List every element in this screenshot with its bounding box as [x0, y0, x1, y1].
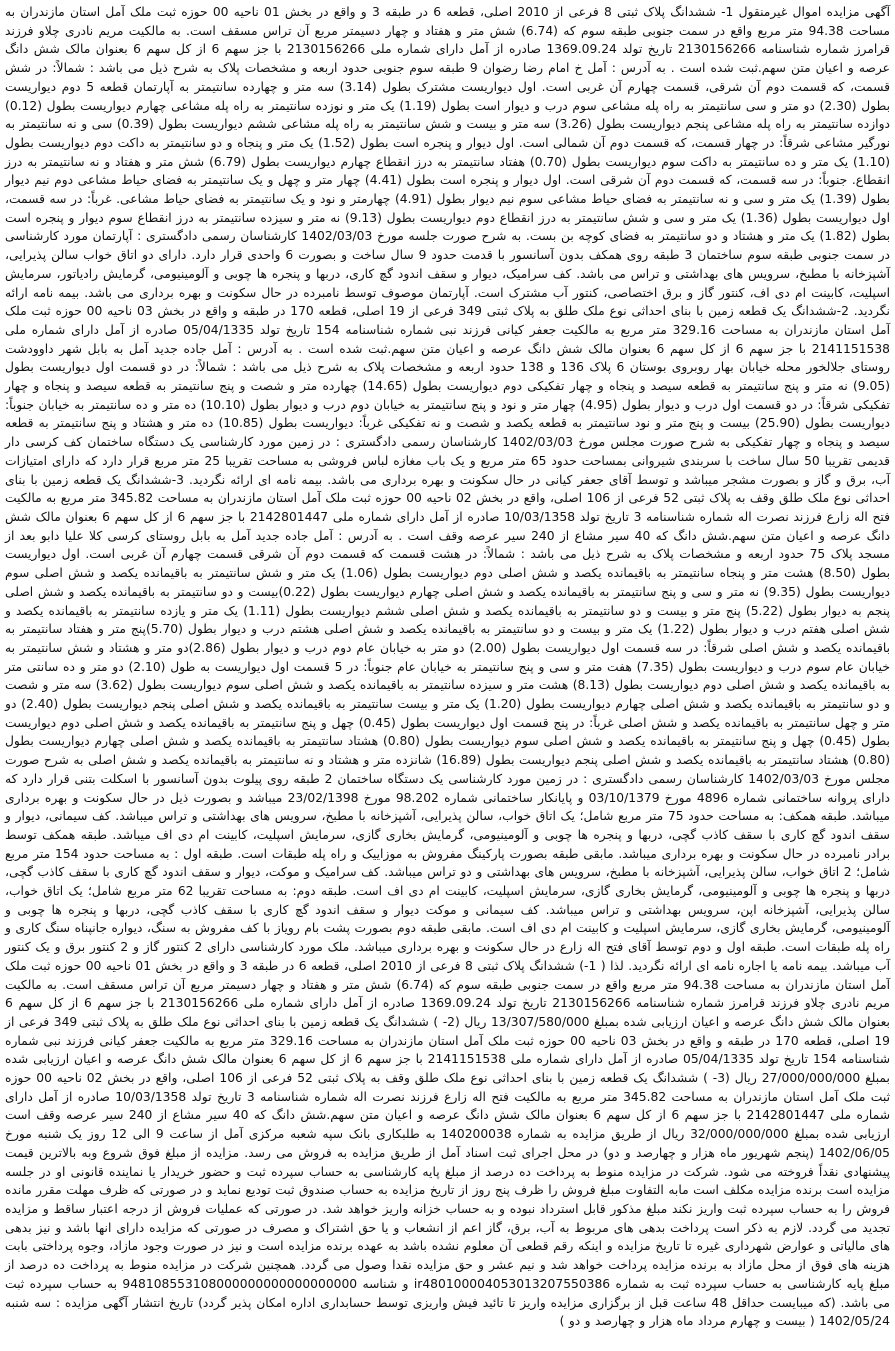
auction-notice-text: آگهی مزایده اموال غیرمنقول 1- ششدانگ پلاک ثبتی 8 فرعی از 2010 اصلی، قطعه 6 در طبقه 3 و واقع در بخش 01 ناحیه 00 حوزه ثبت ملک آمل استان مازندران به مساحت 94.38 متر مربع واقع در سمت جنوبی طبقه سوم که (6.74) شش متر و هفتاد و چهار دسیمتر مربع آن تراس مسقف است. به مالکیت مریم نادری چلاو فرزند قرامرز شماره شناسنامه 2130156266 تاریخ تولد 1369.09.24 صادره از آمل دارای شماره ملی 2130156266 با جز سهم 6 از کل سهم 6 بعنوان مالک شش دانگ عرصه و اعیان متن سهم.ثبت شده است . به آدرس : آمل خ امام رضا رضوان 9 طبقه سوم جنوبی حدود اربعه و مشخصات پلاک به شرح ذیل می باشد : شمالاً: در شش قسمت، که قسمت دوم آن شرقی، قسمت چهارم آن غربی است. اول دیواریست مشترک بطول (3.14) سه متر و چهارده سانتیمتر به آپارتمان قطعه 5 دوم دیواریست بطول (2.30) دو متر و سی سانتیمتر به راه پله مشاعی سوم درب و دیوار است بطول (1.19) یک متر و نوزده سانتیمتر به راه پله مشاعی چهارم دیواریست بطول (0.12) دوازده سانتیمتر به راه پله مشاعی پنجم دیواریست بطول (3.26) سه متر و بیست و شش سانتیمتر به راه پله مشاعی ششم دیواریست بطول (0.39) سی و نه سانتیمتر به نورگیر مشاعی شرقاً: در چهار قسمت، که قسمت دوم آن شمالی است. اول دیوار و پنجره است بطول (1.52) یک متر و پنجاه و دو سانتیمتر به داکت دوم دیواریست بطول (1.10) یک متر و ده سانتیمتر به داکت سوم دیواریست بطول (0.70) هفتاد سانتیمتر به درز انقطاع چهارم دیواریست بطول (6.79) شش متر و هفتاد و نه سانتیمتر به درز انقطاع. جنوباً: در سه قسمت، که قسمت دوم آن شرقی است. اول دیوار و پنجره است بطول (4.41) چهار متر و چهل و یک سانتیمتر به فضای حیاط مشاعی دوم نیم دیوار بطول (1.39) یک متر و سی و نه سانتیمتر به فضای حیاط مشاعی سوم نیم دیوار بطول (4.91) چهارمتر و نود و یک سانتیمتر به فضای حیاط مشاعی. غرباً: در سه قسمت، اول دیواریست بطول (1.36) یک متر و سی و شش سانتیمتر به درز انقطاع دوم دیواریست بطول (9.13) نه متر و سیزده سانتیمتر به درز انقطاع سوم دیوار و پنجره است بطول (1.82) یک متر و هشتاد و دو سانتیمتر به فضای کوچه بن بست. به شرح صورت جلسه مورخ 1402/03/03 کارشناسان رسمی دادگستری : آپارتمان مورد کارشناسی در سمت جنوبی طبقه سوم ساختمان 3 طبقه روی همکف بدون آسانسور با قدمت حدود 9 سال ساخت و بصورت 6 واحدی قرار دارد. دارای دو اتاق خواب سالن پذیرایی، آشپزخانه با مطبخ، سرویس های بهداشتی و تراس می باشد. کف سرامیک، دیوار و سقف اندود گچ کاری، دربها و پنجره ها چوبی و آلومینیومی، گرمایش رادیاتور، سرمایش اسپلیت، کابینت ام دی اف، کنتور گاز و برق اختصاصی، کنتور آب مشترک است. آپارتمان موصوف توسط نامبرده در حال سکونت و بهره برداری می باشد. بیمه نامه ارائه نگردید. 2-ششدانگ یک قطعه زمین با بنای احداثی نوع ملک طلق به پلاک ثبتی 349 فرعی از 19 اصلی، قطعه 170 در طبقه و واقع در بخش 03 ناحیه 00 حوزه ثبت ملک آمل استان مازندران به مساحت 329.16 متر مربع به مالکیت جعفر کیانی فرزند نبی شماره شناسنامه 154 تاریخ تولد 05/04/1335 صادره از آمل دارای شماره ملی 2141151538 با جز سهم 6 از کل سهم 6 بعنوان مالک شش دانگ عرصه و اعیان متن سهم.ثبت شده است . به آدرس : آمل جاده جدید آمل به بابل شهر داوودشت روستای جلالخور محله خیابان بهار روبروی بوستان 6 پلاک 136 و 138 حدود اربعه و مشخصات پلاک به شرح ذیل می باشد : شمالاً: در دو قسمت اول دیواریست بطول (9.05) نه متر و پنج سانتیمتر به قطعه سیصد و پنجاه و چهار تفکیکی دوم دیواریست بطول (14.65) چهارده متر و شصت و پنج سانتیمتر به قطعه سیصد و پنجاه و چهار تفکیکی شرقاً: در دو قسمت اول درب و دیوار بطول (4.95) چهار متر و نود و پنج سانتیمتر به خیابان دوم درب و دیوار بطول (10.10) ده متر و ده سانتیمتر به خیابان جنوباً: دیواریست بطول (25.90) بیست و پنج متر و نود سانتیمتر به قطعه یکصد و شصت و نه تفکیکی غرباً: دیواریست بطول (10.85) ده متر و هشتاد و پنج سانتیمتر به قطعه سیصد و پنجاه و چهار تفکیکی به شرح صورت مجلس مورخ 1402/03/03 کارشناسان رسمی دادگستری : در زمین مورد کارشناسی یک دستگاه ساختمان کف کرسی دار قدیمی تقریبا 50 سال ساخت با سربندی شیروانی بمساحت حدود 65 متر مربع و یک باب مغازه لباس فروشی به مساحت تقریبا 25 متر مربع قرار دارد که دارای امتیازات آب، برق و گاز و بصورت مشجر میباشد و توسط آقای جعفر کیانی در حال سکونت و بهره برداری می باشد. بیمه نامه ای ارائه نگردید. 3-ششدانگ یک قطعه زمین با بنای احداثی نوع ملک طلق وقف به پلاک ثبتی 52 فرعی از 106 اصلی، واقع در بخش 02 ناحیه 00 حوزه ثبت ملک آمل استان مازندران به مساحت 345.82 متر مربع به مالکیت فتح اله زارع فرزند نصرت اله شماره شناسنامه 3 تاریخ تولد 10/03/1358 صادره از آمل دارای شماره ملی 2142801447 با جز سهم 6 از کل سهم 6 بعنوان مالک شش دانگ عرصه و اعیان متن سهم.شش دانگ که 40 سیر مشاع از 240 سیر عرصه وقف است . به آدرس : آمل جاده جدید آمل به بابل روستای کرسی کلا علیا دابو بعد از مسجد پلاک 75 حدود اربعه و مشخصات پلاک به شرح ذیل می باشد : شمالاً: در هشت قسمت که قسمت دوم آن شرقی قسمت چهارم آن غربی است. اول دیواریست بطول (8.50) هشت متر و پنجاه سانتیمتر به باقیمانده یکصد و شش اصلی دوم دیواریست بطول (1.06) یک متر و شش سانتیمتر به باقیمانده یکصد و شش اصلی سوم دیواریست بطول (9.35) نه متر و سی و پنج سانتیمتر به باقیمانده یکصد و شش اصلی چهارم دیواریست بطول (0.22)بیست و دو سانتیمتر به باقیمانده یکصد و شش اصلی پنجم به دیوار بطول (5.22) پنج متر و بیست و دو سانتیمتر به باقیمانده یکصد و شش اصلی ششم دیواریست بطول (1.11) یک متر و یازده سانتیمتر به باقیمانده یکصد و شش اصلی هفتم درب و دیوار بطول (1.22) یک متر و بیست و دو سانتیمتر به باقیمانده یکصد و شش اصلی هشتم درب و دیوار بطول (5.70)پنج متر و هفتاد سانتیمتر به باقیمانده یکصد و شش اصلی شرقاً: در سه قسمت اول دیواریست بطول (2.00) دو متر به خیابان عام دوم درب و دیوار بطول (2.86)دو متر و هشتاد و شش سانتیمتر به خیابان عام سوم درب و دیواریست بطول (7.35) هفت متر و سی و پنج سانتیمتر به خیابان عام جنوباً: در 5 قسمت اول دیواریست به طول (2.10) دو متر و ده سانتی متر به باقیمانده یکصد و شش اصلی دوم دیواریست بطول (8.13) هشت متر و سیزده سانتیمتر به باقیمانده یکصد و شش اصلی سوم دیواریست بطول (3.62) سه متر و شصت و دو سانتیمتر به باقیمانده یکصد و شش اصلی چهارم دیواریست بطول (1.20) یک متر و بیست سانتیمتر به باقیمانده یکصد و شش اصلی پنجم دیواریست بطول (2.40) دو متر و چهل سانتیمتر به باقیمانده یکصد و شش اصلی غرباً: در پنج قسمت اول دیواریست بطول (0.45) چهل و پنج سانتیمتر به باقیمانده یکصد و شش اصلی دوم دیواریست بطول (0.45) چهل و پنج سانتیمتر به باقیمانده یکصد و شش اصلی سوم دیواریست بطول (0.80) هشتاد سانتیمتر به باقیمانده یکصد و شش اصلی چهارم دیواریست بطول (0.80) هشتاد سانتیمتر به باقیمانده یکصد و شش اصلی پنجم دیواریست بطول (16.89) شانزده متر و هشتاد و نه سانتیمتر به باقیمانده یکصد و شش اصلی به شرح صورت مجلس مورخ 1402/03/03 کارشناسان رسمی دادگستری : در زمین مورد کارشناسی یک دستگاه ساختمان 2 طبقه روی پیلوت بدون آسانسور با اسکلت بتنی قرار دارد که دارای پروانه ساختمانی شماره 4896 مورخ 03/10/1379 و پایانکار ساختمانی شماره 98.202 مورخ 23/02/1398 میباشد و بصورت ذیل در حال سکونت و بهره برداری میباشد. طبقه همکف: به مساحت حدود 75 متر مربع شامل؛ یک اتاق خواب، سالن پذیرایی، آشپزخانه با مطبخ، سرویس های بهداشتی و تراس میباشد. کف سیمانی، دیوار و سقف اندود گچ کاری با سقف کاذب گچی، دربها و پنجره ها چوبی و آلومینیومی، گرمایش بخاری گازی، سرمایش اسپلیت، کابینت ام دی اف میباشد. طبقه همکف توسط برادر نامبرده در حال سکونت و بهره برداری میباشد. مابقی طبقه بصورت پارکینگ مفروش به موزاییک و راه پله طبقات است. طبقه اول : به مساحت حدود 154 متر مربع شامل؛ 2 اتاق خواب، سالن پذیرایی، آشپزخانه با مطبخ، سرویس های بهداشتی و دو تراس میباشد. کف سرامیک و موکت، دیوار و سقف اندود گچ کاری با سقف کاذب گچی، دربها و پنجره ها چوبی و آلومینیومی، گرمایش بخاری گازی، سرمایش اسپلیت، کابینت ام دی اف است. طبقه دوم: به مساحت تقریبا 62 متر مربع شامل؛ یک اتاق خواب، سالن پذیرایی، آشپزخانه اپن، سرویس بهداشتی و تراس میباشد. کف سیمانی و موکت دیوار و سقف اندود گچ کاری با سقف کاذب گچی، دربها و پنجره ها چوبی و آلومینیومی، گرمایش بخاری گازی، سرمایش اسپلیت و کابینت ام دی اف است. مابقی طبقه دوم بصورت پشت بام رویاز با کف مفروش به سنگ، دیواره جانپناه سنگ کاری و راه پله طبقات است. طبقه اول و دوم توسط آقای فتح اله زارع در حال سکونت و بهره برداری میباشد. ملک مورد کارشناسی دارای 2 کنتور گاز و 2 کنتور برق و یک کنتور آب میباشد. بیمه نامه یا اجاره نامه ای ارائه نگردید. لذا ( 1-) ششدانگ پلاک ثبتی 8 فرعی از 2010 اصلی، قطعه 6 در طبقه 3 و واقع در بخش 01 ناحیه 00 حوزه ثبت ملک آمل استان مازندران به مساحت 94.38 متر مربع واقع در سمت جنوبی طبقه سوم که (6.74) شش متر و هفتاد و چهار دسیمتر مربع آن تراس مسقف است. به مالکیت مریم نادری چلاو فرزند قرامرز شماره شناسنامه 2130156266 تاریخ تولد 1369.09.24 صادره از آمل دارای شماره ملی 2130156266 با جز سهم 6 از کل سهم 6 بعنوان مالک شش دانگ عرصه و اعیان ارزیابی شده بمبلغ 13/307/580/000 ریال (2- ) ششدانگ یک قطعه زمین با بنای احداثی نوع ملک طلق به پلاک ثبتی 349 فرعی از 19 اصلی، قطعه 170 در طبقه و واقع در بخش 03 ناحیه 00 حوزه ثبت ملک آمل استان مازندران به مساحت 329.16 متر مربع به مالکیت جعفر کیانی فرزند نبی شماره شناسنامه 154 تاریخ تولد 05/04/1335 صادره از آمل دارای شماره ملی 2141151538 با جز سهم 6 از کل سهم 6 بعنوان مالک شش دانگ عرصه و اعیان ارزیابی شده بمبلغ 27/000/000/000 ریال (3- ) ششدانگ یک قطعه زمین با بنای احداثی نوع ملک طلق وقف به پلاک ثبتی 52 فرعی از 106 اصلی، واقع در بخش 02 ناحیه 00 حوزه ثبت ملک آمل استان مازندران به مساحت 345.82 متر مربع به مالکیت فتح اله زارع فرزند نصرت اله شماره شناسنامه 3 تاریخ تولد 10/03/1358 صادره از آمل دارای شماره ملی 2142801447 با جز سهم 6 از کل سهم 6 بعنوان مالک شش دانگ عرصه و اعیان متن سهم.شش دانگ که 40 سیر مشاع از 240 سیر عرصه وقف است ارزیابی شده بمبلغ 32/000/000/000 ریال از طریق مزایده به شماره 140200038 به طلبکاری بانک سپه شعبه مرکزی آمل از ساعت 9 الی 12 روز یک شنبه مورخ 1402/06/05 (پنجم شهریور ماه هزار و چهارصد و دو) در محل اجرای ثبت اسناد آمل از طریق مزایده به فروش می رسد. مزایده از مبلغ فوق شروع وبه بالاترین قیمت پیشنهادی نقداً فروخته می شود. شرکت در مزایده منوط به پرداخت ده درصد از مبلغ پایه کارشناسی به حساب سپرده ثبت و حضور خریدار یا نماینده قانونی او در جلسه مزایده است برنده مزایده مکلف است مابه التفاوت مبلغ فروش را ظرف پنج روز از تاریخ مزایده به حساب صندوق ثبت تودیع نماید و در صورتی که ظرف مهلت مقرر مانده فروش را به حساب سپرده ثبت واریز نکند مبلغ مذکور قابل استرداد نبوده و به حساب خزانه واریز خواهد شد. در صورتی که عملیات فروش از درجه اعتبار ساقط و مزایده تجدید می گردد. لازم به ذکر است پرداخت بدهی های مربوط به آب، برق، گاز اعم از انشعاب و یا حق اشتراک و مصرف در صورتی که مزایده دارای انها باشد و نیز بدهی های مالیاتی و عوارض شهرداری غیره تا تاریخ مزایده و اینکه رقم قطعی آن معلوم نشده باشد به عهده برنده مزایده است و نیز در صورت وجود مازاد، وجوه پرداختی بابت هزینه های فوق از محل مازاد به برنده مزایده پرداخت خواهد شد و نیم عشر و حق مزایده نقدا وصول می گردد. همچنین شرکت در مزایده منوط به پرداخت ده درصد از مبلغ پایه کارشناسی به حساب سپرده ثبت به شماره ir480100004053013207550386 و شناسه 948108553108000000000000000000 به حساب سپرده ثبت می باشد. (که میبایست حداقل 48 ساعت قبل از برگزاری مزایده واریز تا تائید فیش واریزی توسط حسابداری اداره امکان پذیر گردد) تاریخ انتشار آگهی مزایده : سه شنبه 1402/05/24 ( بیست و چهارم مرداد ماه هزار و چهارصد و دو ): [5, 5, 891, 1329]
